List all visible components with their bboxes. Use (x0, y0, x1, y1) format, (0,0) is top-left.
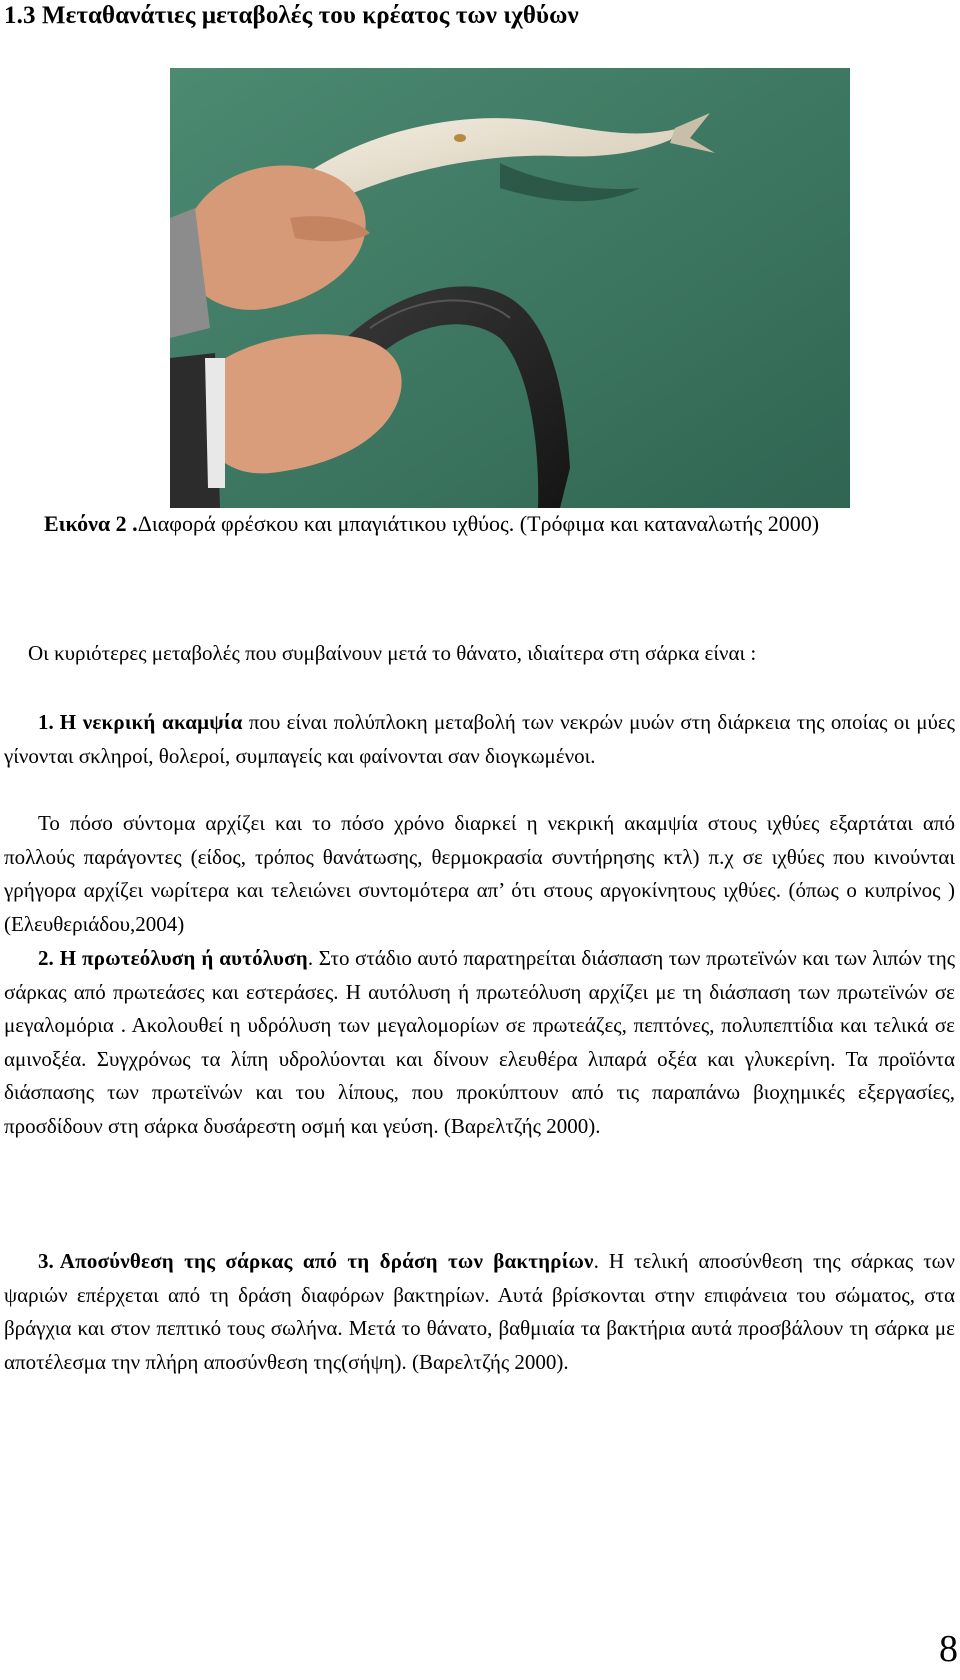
list-item-term: Η πρωτεόλυση ή αυτόλυση (59, 946, 308, 970)
list-item-rigor-mortis (4, 706, 955, 773)
section-heading: 1.3 Μεταθανάτιες μεταβολές του κρέατος των ιχθύων (4, 2, 579, 29)
list-item-number: 2. (38, 946, 54, 970)
fish-comparison-photo (170, 68, 850, 508)
list-item-text: . Η τελική αποσύνθεση της σάρκας των ψαριών επέρχεται από τη δράση διαφόρων βακτηρίων. Αυτά βρίσκονται στην επιφάνεια του σώματος, στα βράγχια και στον πεπτικό τους σωλήνα. Μετά το θάνατο, βαθμιαία τα βακτήρια αυτά προσβάλουν τη σάρκα με αποτέλεσμα την πλήρη αποσύνθεση της(σήψη). (Βαρελτζής 2000). (4, 1249, 955, 1374)
list-item-number: 3. (38, 1249, 54, 1273)
list-item-bacterial-decomposition (4, 1245, 955, 1379)
page-number: 8 (939, 1628, 958, 1670)
list-item-proteolysis (4, 942, 955, 1143)
list-item-number: 1. (38, 710, 54, 734)
figure-caption-text: Διαφορά φρέσκου και μπαγιάτικου ιχθύος. (Τρόφιμα και καταναλωτής 2000) (137, 511, 820, 536)
intro-paragraph: Οι κυριότερες μεταβολές που συμβαίνουν μετά το θάνατο, ιδιαίτερα στη σάρκα είναι : (28, 641, 757, 665)
list-item-text: που είναι πολύπλοκη μεταβολή των νεκρών μυών στη διάρκεια της οποίας οι μύες γίνονται σκληροί, θολεροί, συμπαγείς και φαίνονται σαν διογκωμένοι. (4, 710, 955, 768)
figure-caption (4, 508, 955, 540)
list-item-term: Αποσύνθεση της σάρκας από τη δράση των βακτηρίων (59, 1249, 594, 1273)
list-item-text: . Στο στάδιο αυτό παρατηρείται διάσπαση των πρωτεϊνών και των λιπών της σάρκας από πρωτεάσες και εστεράσες. Η αυτόλυση ή πρωτεόλυση αρχίζει με τη διάσπαση των πρωτεϊνών σε μεγαλομόρια . Ακολουθεί η υδρόλυση των μεγαλομορίων σε πρωτεάζες, πεπτόνες, πολυπεπτίδια και τελικά σε αμινοξέα. Συγχρόνως τα λίπη υδρολύονται και δίνουν ελευθέρα λιπαρά οξέα και γλυκερίνη. Τα προϊόντα διάσπασης των πρωτεϊνών και του λίπους, που προκύπτουν από τις παραπάνω βιοχημικές εξεργασίες, προσδίδουν στη σάρκα δυσάρεστη οσμή και γεύση. (Βαρελτζής 2000). (4, 946, 956, 1138)
list-item-term: Η νεκρική ακαμψία (59, 710, 243, 734)
fish-photo-illustration (170, 68, 850, 508)
figure-caption-label: Εικόνα 2 . (44, 511, 138, 536)
rigor-mortis-paragraph: Το πόσο σύντομα αρχίζει και το πόσο χρόνο διαρκεί η νεκρική ακαμψία στους ιχθύες εξαρτάται από πολλούς παράγοντες (είδος, τρόπος θανάτωσης, θερμοκρασία συντήρησης κτλ) π.χ σε ιχθύες που κινούνται γρήγορα αρχίζει νωρίτερα και τελειώνει συντομότερα απ’ ότι στους αργοκίνητους ιχθύες. (όπως ο κυπρίνος ) (Ελευθεριάδου,2004) (4, 811, 955, 936)
